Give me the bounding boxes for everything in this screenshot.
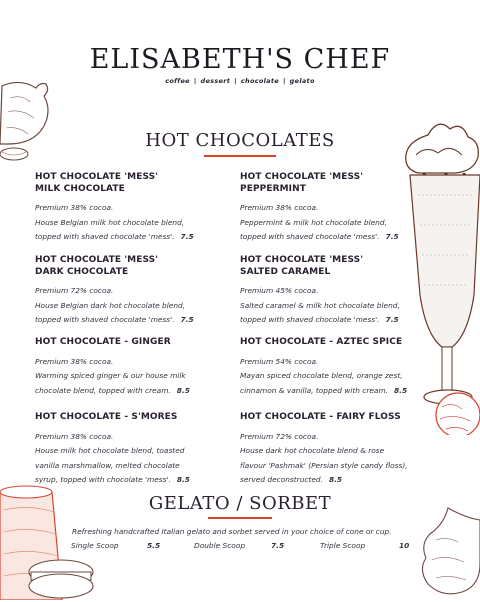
item-description: House dark hot chocolate blend & rose xyxy=(240,446,385,455)
item-description: House milk hot chocolate blend, toasted xyxy=(35,446,185,455)
item-cocoa: Premium 72% cocoa. xyxy=(35,286,114,295)
item-price: 7.5 xyxy=(180,315,194,324)
item-price: 7.5 xyxy=(385,315,399,324)
item-description: Salted caramel & milk hot chocolate blend, xyxy=(240,300,400,310)
item-price: 8.5 xyxy=(394,385,408,395)
item-name: HOT CHOCOLATE 'MESS' DARK CHOCOLATE xyxy=(35,255,159,277)
item-name: HOT CHOCOLATE 'MESS' MILK CHOCOLATE xyxy=(35,172,159,194)
item-description: House Belgian milk hot chocolate blend, xyxy=(35,217,185,227)
menu-item-aztec-spice xyxy=(240,337,430,398)
item-cocoa: Premium 45% cocoa. xyxy=(240,286,319,295)
menu-item-smores xyxy=(35,412,225,488)
item-description: Mayan spiced chocolate blend, orange zest, xyxy=(240,371,403,380)
item-cocoa: Premium 38% cocoa. xyxy=(35,431,114,441)
item-description: chocolate blend, topped with cream. 8.5 xyxy=(35,385,190,395)
brand-name: ELISABETH'S CHEF xyxy=(89,44,391,75)
menu-item-milk-chocolate xyxy=(35,172,225,245)
scoop-option-double xyxy=(194,541,245,550)
scoop-price-single: 5.5 xyxy=(147,541,161,550)
meringue-illustration xyxy=(418,500,480,600)
menu-item-fairy-floss xyxy=(240,412,440,488)
scoop-price-double: 7.5 xyxy=(271,541,285,550)
menu-item-salted-caramel xyxy=(240,255,430,328)
item-name: HOT CHOCOLATE 'MESS' SALTED CARAMEL xyxy=(240,255,364,277)
item-name: HOT CHOCOLATE - FAIRY FLOSS xyxy=(240,412,401,422)
item-cocoa: Premium 72% cocoa. xyxy=(240,431,319,441)
macaron-illustration xyxy=(26,552,96,602)
item-name: HOT CHOCOLATE 'MESS' PEPPERMINT xyxy=(240,172,364,194)
item-description: topped with shaved chocolate 'mess'. 7.5 xyxy=(240,315,399,324)
scoop-label: Triple Scoop xyxy=(320,541,366,550)
item-description: served deconstructed. 8.5 xyxy=(240,475,343,484)
item-cocoa: Premium 38% cocoa. xyxy=(240,203,319,212)
item-description: topped with shaved chocolate 'mess'. 7.5 xyxy=(35,232,194,241)
tagline-gelato: gelato xyxy=(289,77,315,85)
item-name: HOT CHOCOLATE - S'MORES xyxy=(35,412,178,422)
item-description: vanilla marshmallow, melted chocolate xyxy=(35,460,180,470)
item-description: syrup, topped with chocolate 'mess'. 8.5 xyxy=(35,475,190,484)
item-description: topped with shaved chocolate 'mess'. 7.5 xyxy=(35,315,194,324)
item-price: 7.5 xyxy=(385,232,399,241)
tagline-dessert: dessert xyxy=(200,77,231,85)
hot-chocolates-title: HOT CHOCOLATES xyxy=(145,130,335,151)
item-description: Peppermint & milk hot chocolate blend, xyxy=(240,217,387,227)
title-underline xyxy=(208,517,272,519)
tagline-chocolate: chocolate xyxy=(240,77,279,85)
item-price: 8.5 xyxy=(328,475,343,484)
menu-item-ginger xyxy=(35,337,225,398)
gelato-description: Refreshing handcrafted Italian gelato and sorbet served in your choice of cone or cup. xyxy=(72,527,392,536)
gelato-title: GELATO / SORBET xyxy=(148,493,332,514)
item-description: cinnamon & vanilla, topped with cream. 8.5 xyxy=(240,385,408,395)
scoop-label: Single Scoop xyxy=(71,541,119,550)
item-price: 8.5 xyxy=(176,475,190,484)
menu-item-peppermint xyxy=(240,172,430,245)
tagline-separator: | xyxy=(193,77,197,85)
scoop-price-triple: 10 xyxy=(399,541,410,550)
tagline-coffee: coffee xyxy=(165,77,190,85)
item-description: House Belgian dark hot chocolate blend, xyxy=(35,300,186,310)
item-cocoa: Premium 54% cocoa. xyxy=(240,356,319,366)
item-price: 7.5 xyxy=(180,232,194,241)
scoop-label: Double Scoop xyxy=(194,541,246,550)
item-name: HOT CHOCOLATE - GINGER xyxy=(35,337,171,347)
item-description: topped with shaved chocolate 'mess'. 7.5 xyxy=(240,232,399,241)
item-price: 8.5 xyxy=(176,385,190,395)
tagline-separator: | xyxy=(282,77,286,85)
menu-item-dark-chocolate xyxy=(35,255,225,328)
item-cocoa: Premium 38% cocoa. xyxy=(35,356,114,366)
item-cocoa: Premium 38% cocoa. xyxy=(35,203,114,212)
item-description: Warming spiced ginger & our house milk xyxy=(35,371,186,380)
scoop-option-single xyxy=(71,541,119,550)
item-description: flavour 'Pashmak' (Persian style candy floss), xyxy=(240,460,408,470)
tagline-separator: | xyxy=(234,77,237,85)
brand-tagline xyxy=(0,77,480,85)
title-underline xyxy=(204,155,276,157)
scoop-option-triple xyxy=(320,541,365,550)
item-name: HOT CHOCOLATE - AZTEC SPICE xyxy=(240,337,403,347)
